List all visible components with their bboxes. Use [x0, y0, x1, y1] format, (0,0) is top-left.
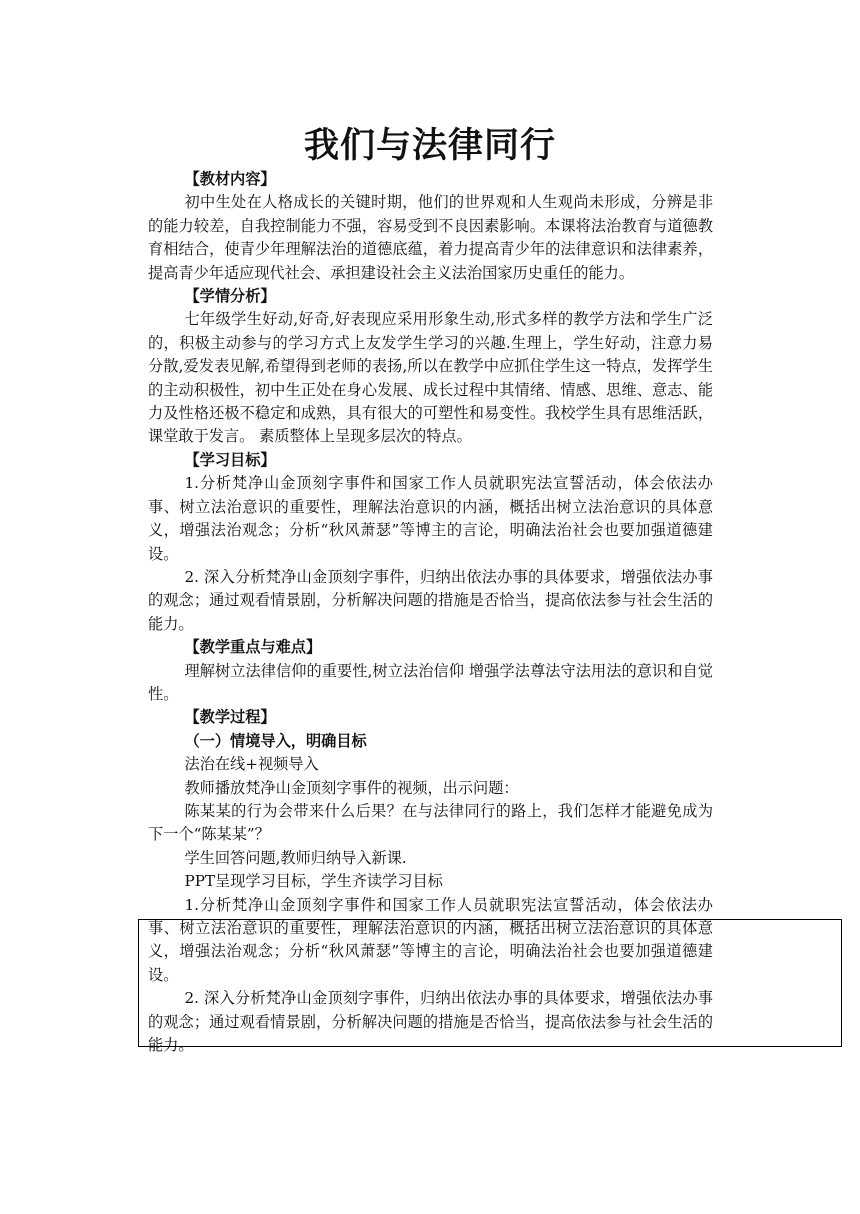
- document-title: 我们与法律同行: [303, 126, 556, 166]
- repeat-goal-item-2: 2. 深入分析梵净山金顶刻字事件，归纳出依法办事的具体要求，增强依法办事的观念；通过观看情景剧，分析解决问题的措施是否恰当，提高依法参与社会生活的能力。: [148, 989, 713, 1055]
- repeat-goal-item-1: 1.分析梵净山金顶刻字事件和国家工作人员就职宪法宣誓活动，体会依法办事、树立法治意识的重要性，理解法治意识的内涵，概括出树立法治意识的具体意义，增强法治观念；分析“秋风萧瑟”等博主的言论，明确法治社会也要加强道德建设。: [148, 895, 713, 984]
- process-line-4: 学生回答问题,教师归纳导入新课.: [184, 848, 407, 867]
- goal-item-2: 2. 深入分析梵净山金顶刻字事件，归纳出依法办事的具体要求，增强依法办事的观念；通过观看情景剧，分析解决问题的措施是否恰当，提高依法参与社会生活的能力。: [148, 567, 713, 633]
- material-paragraph: 初中生处在人格成长的关键时期，他们的世界观和人生观尚未形成，分辨是非的能力较差，自我控制能力不强，容易受到不良因素影响。本课将法治教育与道德教育相结合，使青少年理解法治的道德底蕴，着力提高青少年的法律意识和法律素养，提高青少年适应现代社会、承担建设社会主义法治国家历史重任的能力。: [148, 193, 713, 282]
- section-heading-students: 【学情分析】: [184, 287, 276, 306]
- section-heading-material: 【教材内容】: [184, 170, 276, 188]
- process-line-5: PPT呈现学习目标，学生齐读学习目标: [184, 872, 443, 891]
- section-heading-key-points: 【教学重点与难点】: [184, 638, 322, 657]
- process-line-2: 教师播放梵净山金顶刻字事件的视频，出示问题：: [184, 778, 519, 797]
- key-points-paragraph: 理解树立法律信仰的重要性,树立法治信仰 增强学法尊法守法用法的意识和自觉性。: [148, 661, 713, 703]
- process-line-3: 陈某某的行为会带来什么后果？在与法律同行的路上，我们怎样才能避免成为下一个“陈某某”？: [148, 801, 713, 844]
- document-body: [148, 168, 713, 1057]
- process-line-1: 法治在线+视频导入: [184, 755, 319, 774]
- students-paragraph: 七年级学生好动,好奇,好表现应采用形象生动,形式多样的教学方法和学生广泛的，积极主动参与的学习方式上友发学生学习的兴趣.生理上，学生好动，注意力易分散,爱发表见解,希望得到老师的表扬,所以在教学中应抓住学生这一特点，发挥学生的主动积极性，初中生正处在身心发展、成长过程中其情绪、情感、思维、意志、能力及性格还极不稳定和成熟，具有很大的可塑性和易变性。我校学生具有思维活跃，课堂敢于发言。 素质整体上呈现多层次的特点。: [148, 310, 713, 446]
- goal-item-1: 1.分析梵净山金顶刻字事件和国家工作人员就职宪法宣誓活动，体会依法办事、树立法治意识的重要性，理解法治意识的内涵，概括出树立法治意识的具体意义，增强法治观念；分析“秋风萧瑟”等博主的言论，明确法治社会也要加强道德建设。: [148, 474, 713, 563]
- section-heading-goals: 【学习目标】: [184, 450, 276, 469]
- process-step-title: （一）情境导入，明确目标: [184, 731, 367, 750]
- section-heading-process: 【教学过程】: [184, 708, 276, 727]
